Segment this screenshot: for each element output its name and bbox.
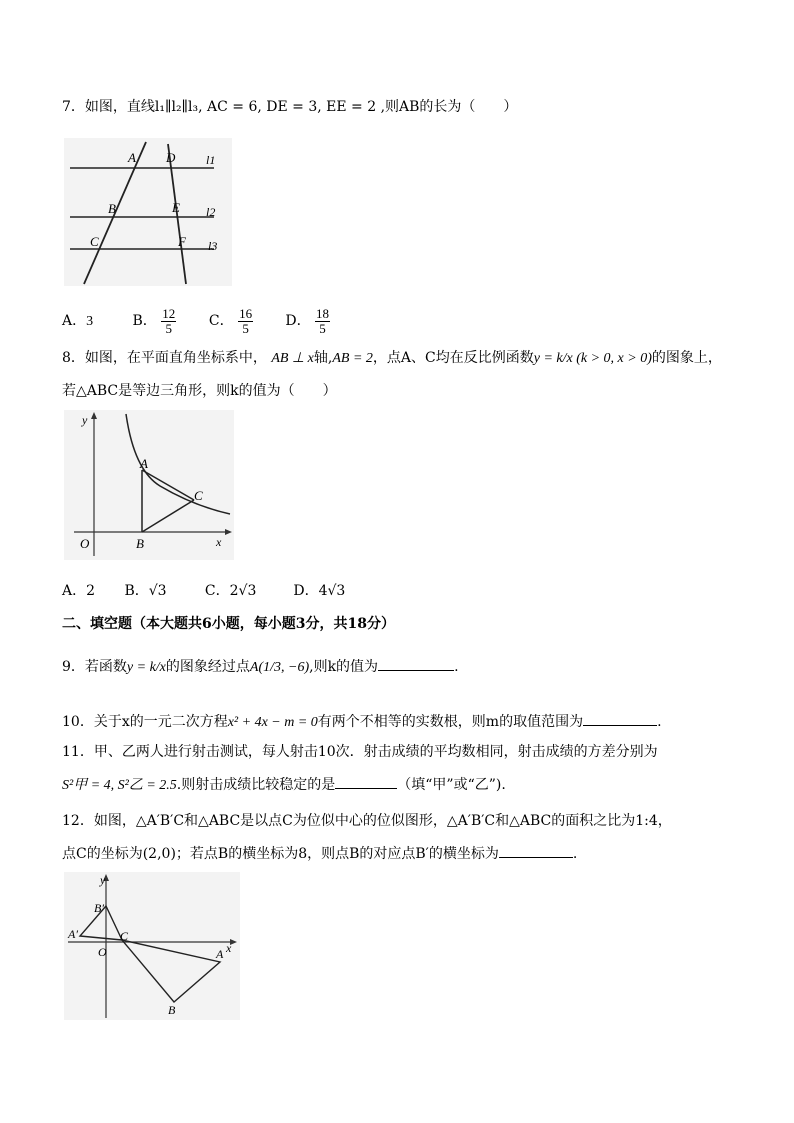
q8-option-a[interactable]: A．2 — [62, 583, 96, 599]
q9-point: A(1/3, −6) — [249, 660, 310, 675]
q7-c-den: 5 — [242, 320, 249, 336]
q7-b-num: 12 — [162, 305, 176, 321]
q8-label-C: C — [194, 488, 203, 503]
q7-option-b[interactable] — [132, 303, 204, 339]
q9-answer-blank[interactable] — [378, 656, 454, 671]
q7-figure — [64, 138, 232, 286]
q7-label-l3: l3 — [208, 239, 218, 253]
q8-text-line2: 若△ABC是等边三角形，则k的值为（ ） — [62, 383, 337, 399]
q12-label-B: B — [168, 1003, 176, 1017]
section-2-title-text: 二、填空题（本大题共6小题，每小题3分，共18分） — [62, 616, 395, 632]
q7-label-F: F — [178, 234, 186, 249]
q7-d-num: 18 — [316, 305, 330, 321]
q10-text-a: 10．关于x的一元二次方程 — [62, 714, 228, 730]
q7-stem — [62, 97, 517, 117]
q7-label-D: D — [166, 150, 176, 165]
q7-option-a-letter: A． — [62, 313, 87, 329]
q11-answer-blank[interactable] — [335, 774, 397, 789]
q12-text-line2: 点C的坐标为(2,0)；若点B的横坐标为8，则点B的对应点B′的横坐标为 — [62, 846, 499, 862]
q11-stem-line1 — [62, 742, 658, 762]
q8-option-d[interactable]: D．4√3 — [293, 583, 346, 599]
q8-stem-line1 — [62, 348, 722, 369]
q7-option-b-frac — [161, 307, 176, 336]
q12-text-line1: 12．如图，△A′B′C和△ABC是以点C为位似中心的位似图形，△A′B′C和△ABC的面积之比为1:4， — [62, 813, 672, 829]
q10-end: . — [657, 714, 662, 730]
q7-option-d-letter: D． — [285, 313, 311, 329]
q8-label-x: x — [216, 535, 222, 549]
q7-option-c-letter: C． — [208, 313, 234, 329]
q11-stem-line2 — [62, 774, 506, 796]
q9-text-a: 9．若函数 — [62, 659, 127, 675]
q11-text-line1: 11．甲、乙两人进行射击测试，每人射击10次．射击成绩的平均数相同，射击成绩的方差分别为 — [62, 744, 658, 760]
q9-stem — [62, 656, 459, 678]
q7-option-c-frac — [238, 307, 253, 336]
q8-text-c: ，点A、C均在反比例函数 — [372, 350, 534, 366]
q8-option-c[interactable]: C．2√3 — [204, 583, 257, 599]
q8-text-d: 的图象上， — [651, 350, 722, 366]
q9-text-c: ,则k的值为 — [309, 659, 379, 675]
q11-text-b: （填“甲”或“乙”). — [397, 777, 506, 793]
q10-equation: x² + 4x − m = 0 — [227, 715, 318, 730]
q7-option-d[interactable] — [285, 303, 357, 339]
q8-function: y = k/x (k > 0, x > 0) — [533, 351, 652, 366]
q7-option-c[interactable] — [209, 303, 281, 339]
q7-options — [62, 303, 357, 340]
q8-text-b: 轴, — [313, 350, 333, 366]
q8-label-O: O — [80, 536, 90, 551]
q7-b-den: 5 — [165, 320, 172, 336]
q7-label-l1: l1 — [206, 153, 216, 167]
q8-math-ab2: AB = 2 — [332, 351, 373, 366]
q8-option-b[interactable]: B．√3 — [124, 583, 167, 599]
q12-end: . — [572, 846, 578, 862]
q8-math-ab-perp: AB ⊥ x — [271, 351, 314, 366]
q11-variance: S²甲 = 4, S²乙 = 2.5 — [62, 778, 177, 793]
q9-end: . — [454, 659, 459, 675]
q12-figure — [64, 872, 240, 1020]
q8-label-B: B — [136, 536, 144, 551]
q7-label-E: E — [172, 200, 180, 215]
q7-label-C: C — [90, 234, 99, 249]
q7-text: 7．如图，直线l₁∥l₂∥l₃, AC = 6, DE = 3, EE = 2 ,则AB的长为（ ） — [62, 99, 518, 115]
q10-answer-blank[interactable] — [583, 711, 657, 726]
q10-text-b: 有两个不相等的实数根，则m的取值范围为 — [317, 714, 584, 730]
section-2-title — [62, 614, 395, 634]
q12-label-C: C — [120, 929, 129, 943]
q8-options — [62, 581, 377, 601]
q7-option-b-letter: B． — [132, 313, 157, 329]
q8-label-y: y — [82, 413, 88, 427]
q9-function: y = k/x — [126, 660, 166, 675]
q9-text-b: 的图象经过点 — [165, 659, 250, 675]
q12-label-y: y — [100, 873, 106, 887]
q7-label-B: B — [108, 201, 116, 216]
q7-label-l2: l2 — [206, 205, 216, 219]
q7-option-a[interactable] — [62, 303, 128, 340]
q12-stem-line1 — [62, 811, 672, 831]
q12-label-O: O — [98, 945, 107, 959]
q7-d-den: 5 — [319, 320, 326, 336]
q7-label-A: A — [128, 150, 136, 165]
q7-option-a-value: 3 — [86, 314, 94, 329]
q7-option-d-frac — [315, 307, 330, 336]
q12-stem-line2 — [62, 843, 577, 864]
q12-label-x: x — [226, 941, 232, 955]
q12-label-Aprime: A′ — [68, 927, 78, 941]
q8-stem-line2 — [62, 381, 337, 401]
q12-answer-blank[interactable] — [499, 843, 573, 858]
q7-c-num: 16 — [239, 305, 253, 321]
q8-text-a: 8．如图，在平面直角坐标系中， — [62, 350, 267, 366]
q8-figure — [64, 410, 234, 560]
q8-label-A: A — [140, 456, 148, 471]
q12-label-A: A — [216, 947, 224, 961]
q12-label-Bprime: B′ — [94, 901, 104, 915]
q11-text-a: .则射击成绩比较稳定的是 — [176, 777, 336, 793]
q10-stem — [62, 711, 662, 733]
